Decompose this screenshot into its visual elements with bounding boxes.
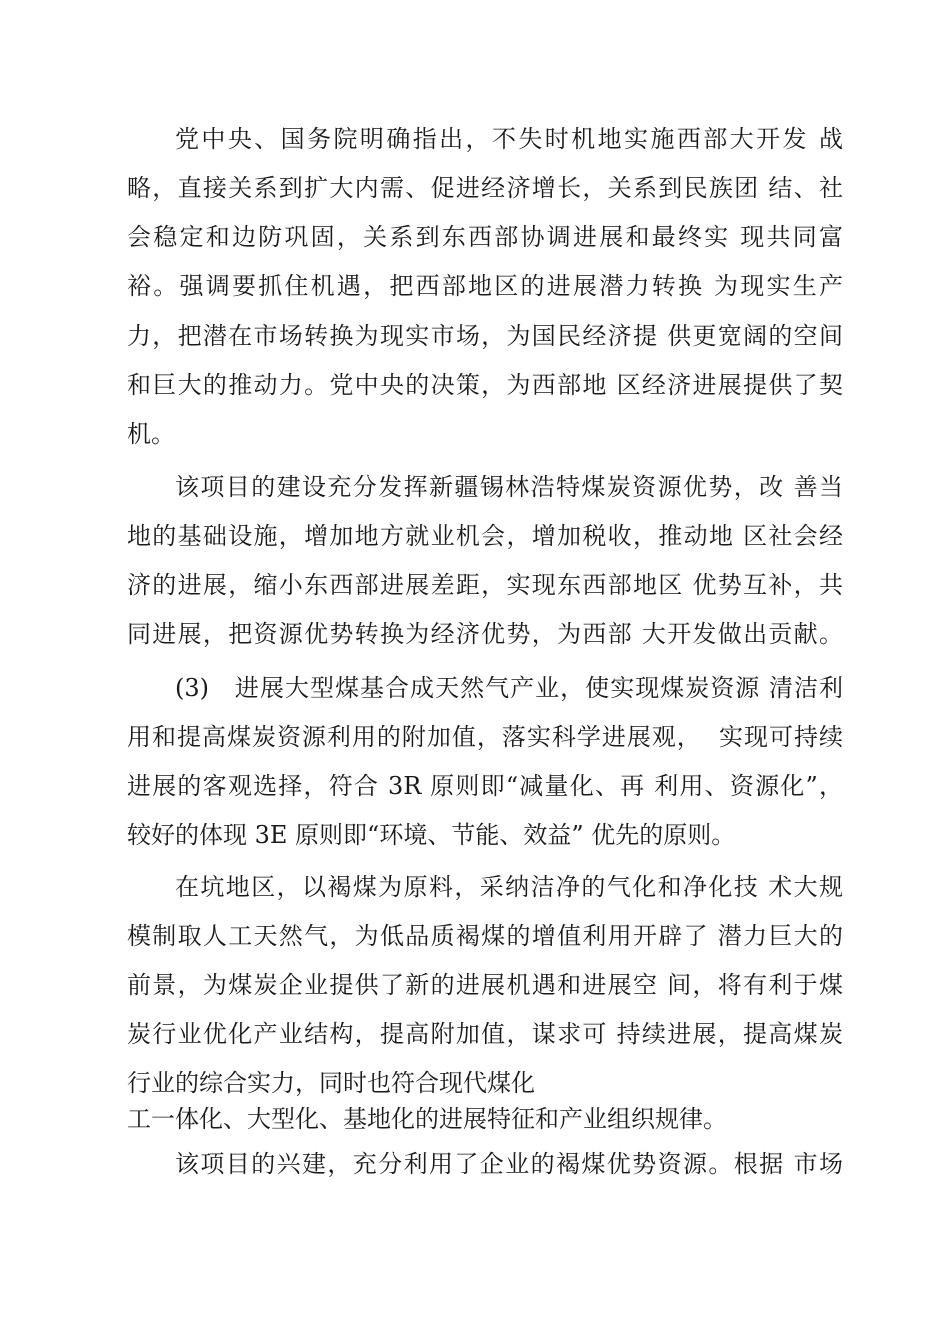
paragraph-2-line-2: 地的基础设施，增加地方就业机会，增加税收，推动地 区社会经 [127, 522, 843, 550]
paragraph-4-line-3: 前景，为煤炭企业提供了新的进展机遇和进展空 间，将有利于煤 [127, 971, 843, 999]
paragraph-4-line-2: 模制取人工天然气，为低品质褐煤的增值利用开辟了 潜力巨大的 [127, 922, 843, 950]
paragraph-1-line-1: 党中央、国务院明确指出，不失时机地实施西部大开发 战 [175, 125, 843, 153]
paragraph-1-line-4: 裕。强调要抓住机遇，把西部地区的进展潜力转换 为现实生产 [127, 272, 843, 300]
paragraph-1-line-7: 机。 [127, 420, 175, 448]
paragraph-1-line-6: 和巨大的推动力。党中央的决策，为西部地 区经济进展提供了契 [127, 371, 843, 399]
paragraph-4-line-4: 炭行业优化产业结构，提高附加值，谋求可 持续进展，提高煤炭 [127, 1020, 843, 1048]
paragraph-1-line-3: 会稳定和边防巩固，关系到东西部协调进展和最终实 现共同富 [127, 223, 843, 251]
paragraph-5-line-1: 该项目的兴建，充分利用了企业的褐煤优势资源。根据 市场 [175, 1150, 843, 1178]
paragraph-2-line-1: 该项目的建设充分发挥新疆锡林浩特煤炭资源优势，改 善当 [175, 473, 843, 501]
paragraph-1-line-5: 力，把潜在市场转换为现实市场，为国民经济提 供更宽阔的空间 [127, 322, 843, 350]
paragraph-3-line-4: 较好的体现 3E 原则即“环境、节能、效益” 优先的原则。 [127, 821, 736, 849]
paragraph-4-line-6: 工一体化、大型化、基地化的进展特征和产业组织规律。 [127, 1105, 727, 1133]
paragraph-4-line-1: 在坑地区，以褐煤为原料，采纳洁净的气化和净化技 术大规 [175, 873, 843, 901]
paragraph-3-line-3: 进展的客观选择，符合 3R 原则即“减量化、再 利用、资源化”， [127, 772, 843, 800]
paragraph-2-line-3: 济的进展，缩小东西部进展差距，实现东西部地区 优势互补，共 [127, 571, 843, 599]
paragraph-4-line-5: 行业的综合实力，同时也符合现代煤化 [127, 1069, 535, 1097]
paragraph-1-line-2: 略，直接关系到扩大内需、促进经济增长，关系到民族团 结、社 [127, 174, 843, 202]
paragraph-3-line-1: (3) 进展大型煤基合成天然气产业，使实现煤炭资源 清洁利 [175, 674, 843, 702]
paragraph-3-line-2: 用和提高煤炭资源利用的附加值，落实科学进展观， 实现可持续 [127, 723, 843, 751]
paragraph-2-line-4: 同进展，把资源优势转换为经济优势，为西部 大开发做出贡献。 [127, 620, 843, 648]
